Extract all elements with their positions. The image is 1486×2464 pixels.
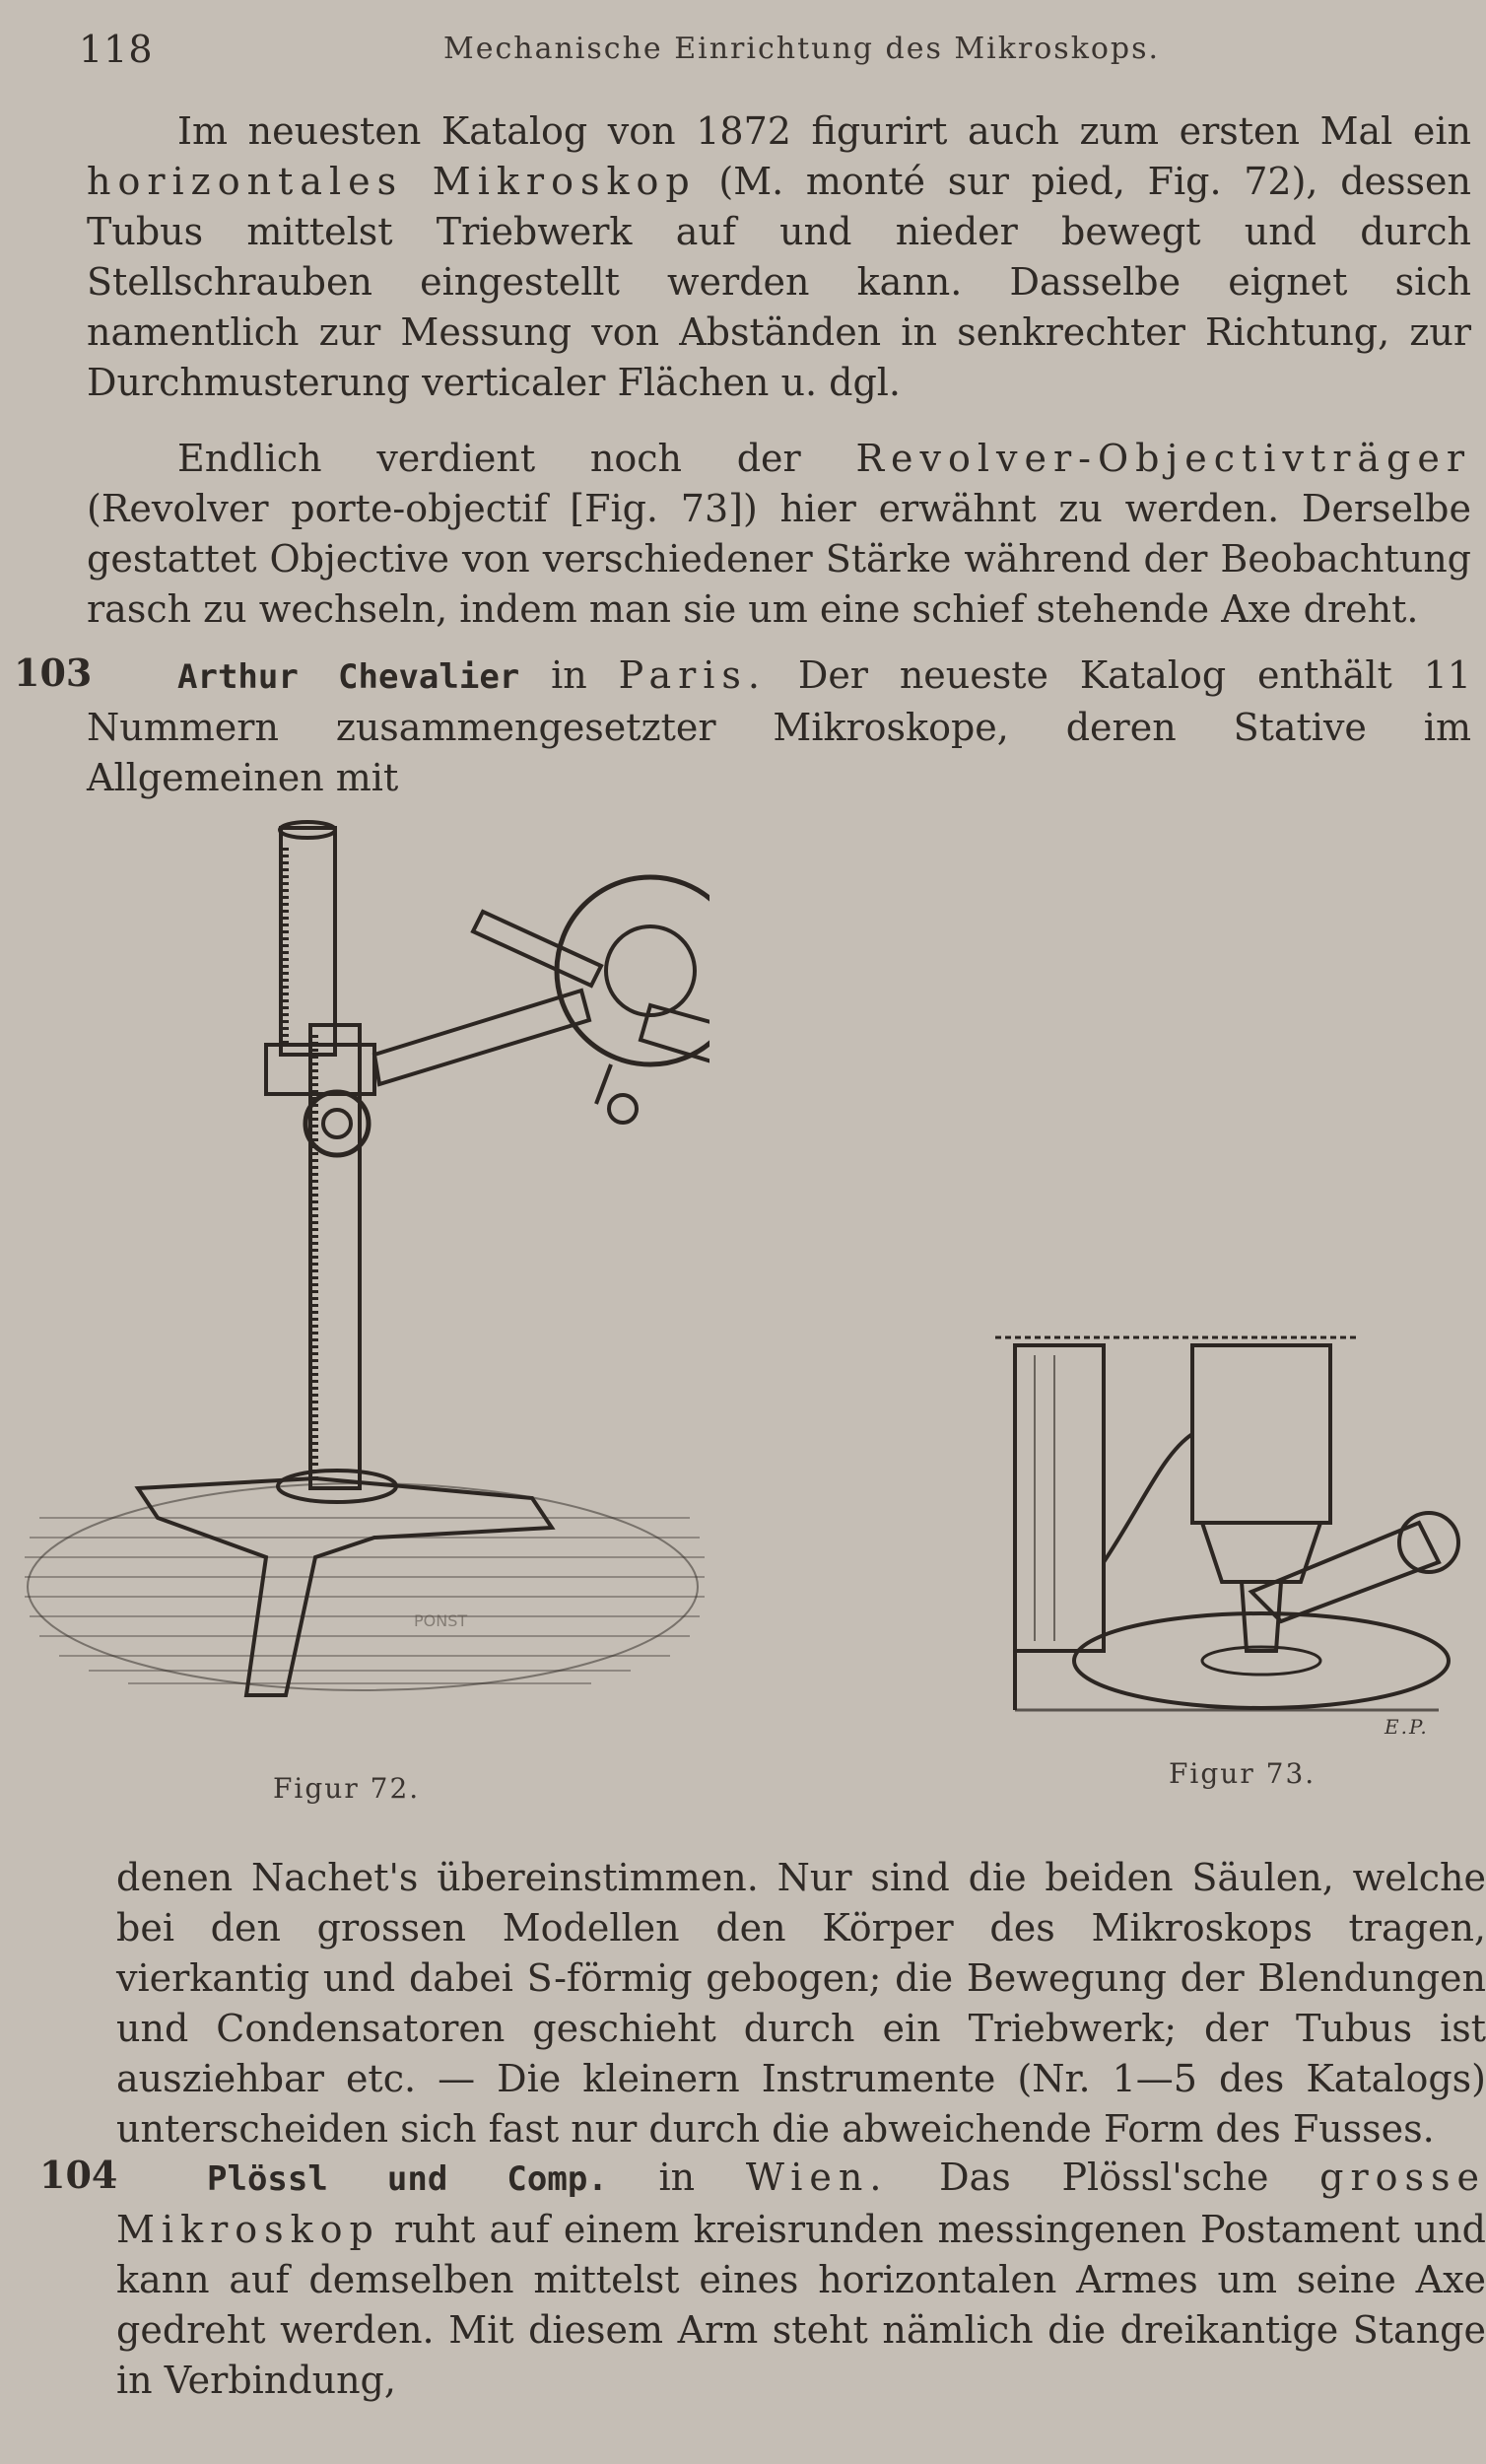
section103-text-b: Der neueste Katalog enthält 11 Nummern zusammengesetzter Mikroskope, deren Stative im Allgemeinen mit	[87, 653, 1471, 799]
running-head: Mechanische Einrichtung des Mikroskops.	[443, 32, 1161, 66]
para2-text-a: Endlich verdient noch der	[177, 437, 856, 480]
figure-73-caption: Figur 73.	[1169, 1757, 1317, 1790]
para2-text-b: (Revolver porte-objectif [Fig. 73]) hier erwähnt zu werden. Derselbe gestattet Objective von verschiedener Stärke während der Beobachtung rasch zu wechseln, indem man sie um eine schief stehende Axe dreht.	[87, 487, 1471, 631]
section104-text-c: ruht auf einem kreisrunden messingenen Postament und kann auf demselben mittelst eines horizontalen Armes um seine Axe gedreht werden. Mit diesem Arm steht nämlich die dreikantige Stange in Verbindung,	[116, 2208, 1486, 2402]
figure-72-caption: Figur 72.	[273, 1772, 421, 1805]
paragraph-chevalier	[87, 650, 1471, 803]
section104-text-b: Das Plössl'sche	[888, 2156, 1320, 2199]
section104-name: Plössl und Comp.	[207, 2159, 608, 2199]
figure-73-signature: E.P.	[1385, 1715, 1429, 1739]
figure-72-illustration	[20, 808, 709, 1764]
page-number: 118	[79, 28, 154, 71]
figure-73-illustration	[995, 1326, 1468, 1749]
svg-text:PONST: PONST	[414, 1611, 468, 1630]
section103-name: Arthur Chevalier	[177, 657, 520, 697]
paragraph-revolver	[87, 434, 1471, 635]
section104-text-a: in	[607, 2156, 746, 2199]
page-header	[0, 28, 1486, 77]
paragraph-chevalier-continued: denen Nachet's übereinstimmen. Nur sind die beiden Säulen, welche bei den grossen Modellen den Körper des Mikroskops tragen, vierkantig und dabei S-förmig gebogen; die Bewegung der Blendungen und Condensatoren geschieht durch ein Triebwerk; der Tubus ist ausziehbar etc. — Die kleinern Instrumente (Nr. 1—5 des Katalogs) unterscheiden sich fast nur durch die abweichende Form des Fusses.	[116, 1856, 1486, 2151]
section104-place: Wien.	[745, 2156, 889, 2199]
para1-text-a: Im neuesten Katalog von 1872 figurirt auch zum ersten Mal ein	[177, 109, 1471, 153]
para1-text-b: (M. monté sur pied, Fig. 72), dessen Tubus mittelst Triebwerk auf und nieder bewegt und durch Stellschrauben eingestellt werden kann. Dasselbe eignet sich namentlich zur Messung von Abständen in senkrechter Richtung, zur Durchmusterung verticaler Flächen u. dgl.	[87, 160, 1471, 404]
section-number-103: 103	[14, 650, 93, 695]
section103-text-a: in	[519, 653, 619, 697]
section103-place: Paris.	[618, 653, 768, 697]
para2-spaced-term: Revolver-Objectivträger	[855, 437, 1471, 480]
paragraph-ploessl	[116, 2153, 1486, 2406]
section-number-104: 104	[39, 2153, 118, 2197]
paragraph-horizontal-microscope	[87, 106, 1471, 408]
section104-spaced-term: grosse Mikroskop	[116, 2156, 1486, 2251]
para1-spaced-term: horizontales Mikroskop	[87, 160, 697, 203]
